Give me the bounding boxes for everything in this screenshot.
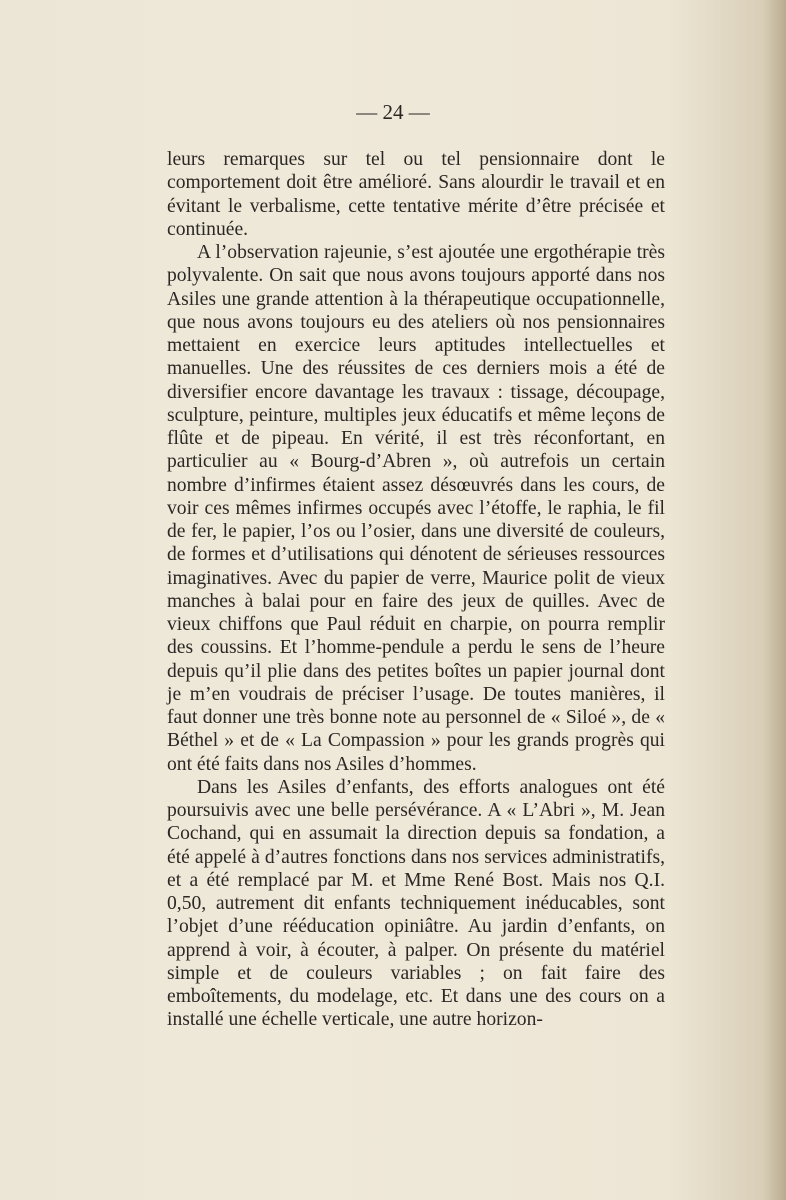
paragraph-continuation: leurs remarques sur tel ou tel pensionnaire dont le comportement doit être amélioré. Sans alourdir le travail et en évitant le verbalisme, cette tentative mérite d’être précisée et continuée. bbox=[167, 149, 665, 240]
paragraph-ergotherapie: A l’observation rajeunie, s’est ajoutée une ergothérapie très polyvalente. On sait que nous avons toujours apporté dans nos Asiles une grande attention à la thérapeutique occupationnelle, que nous avons toujours eu des ateliers où nos pensionnaires mettaient en exercice leurs aptitudes intellectuelles et manuelles. Une des réussites de ces derniers mois a été de diversifier encore davantage les travaux : tissage, découpage, sculpture, peinture, multiples jeux éducatifs et même leçons de flûte et de pipeau. En vérité, il est très réconfortant, en particulier au « Bourg-d’Abren », où autrefois un certain nombre d’infirmes étaient assez désœuvrés dans les cours, de voir ces mêmes infirmes occupés avec l’étoffe, le raphia, le fil de fer, le papier, l’os ou l’osier, dans une diversité de couleurs, de formes et d’utilisations qui dénotent de sérieuses ressources imaginatives. Avec du papier de verre, Maurice polit de vieux manches à balai pour en faire des jeux de quilles. Avec de vieux chiffons que Paul réduit en charpie, on pourra remplir des coussins. Et l’homme-pendule a perdu le sens de l’heure depuis qu’il plie dans des petites boîtes un papier journal dont je m’en voudrais de préciser l’usage. De toutes manières, il faut donner une très bonne note au personnel de « Siloé », de « Béthel » et de « La Compassion » pour les grands progrès qui ont été faits dans nos Asiles d’hommes. bbox=[167, 242, 665, 775]
body-text bbox=[167, 148, 665, 1032]
page-number: — 24 — bbox=[356, 100, 430, 124]
paragraph-asiles-enfants: Dans les Asiles d’enfants, des efforts analogues ont été poursuivis avec une belle persévérance. A « L’Abri », M. Jean Cochand, qui en assumait la direction depuis sa fondation, a été appelé à d’autres fonctions dans nos services administratifs, et a été remplacé par M. et Mme René Bost. Mais nos Q.I. 0,50, autrement dit enfants techniquement inéducables, sont l’objet d’une rééducation opiniâtre. Au jardin d’enfants, on apprend à voir, à écouter, à palper. On présente du matériel simple et de couleurs variables ; on fait faire des emboîtements, du modelage, etc. Et dans une des cours on a installé une échelle verticale, une autre horizon- bbox=[167, 776, 665, 1031]
